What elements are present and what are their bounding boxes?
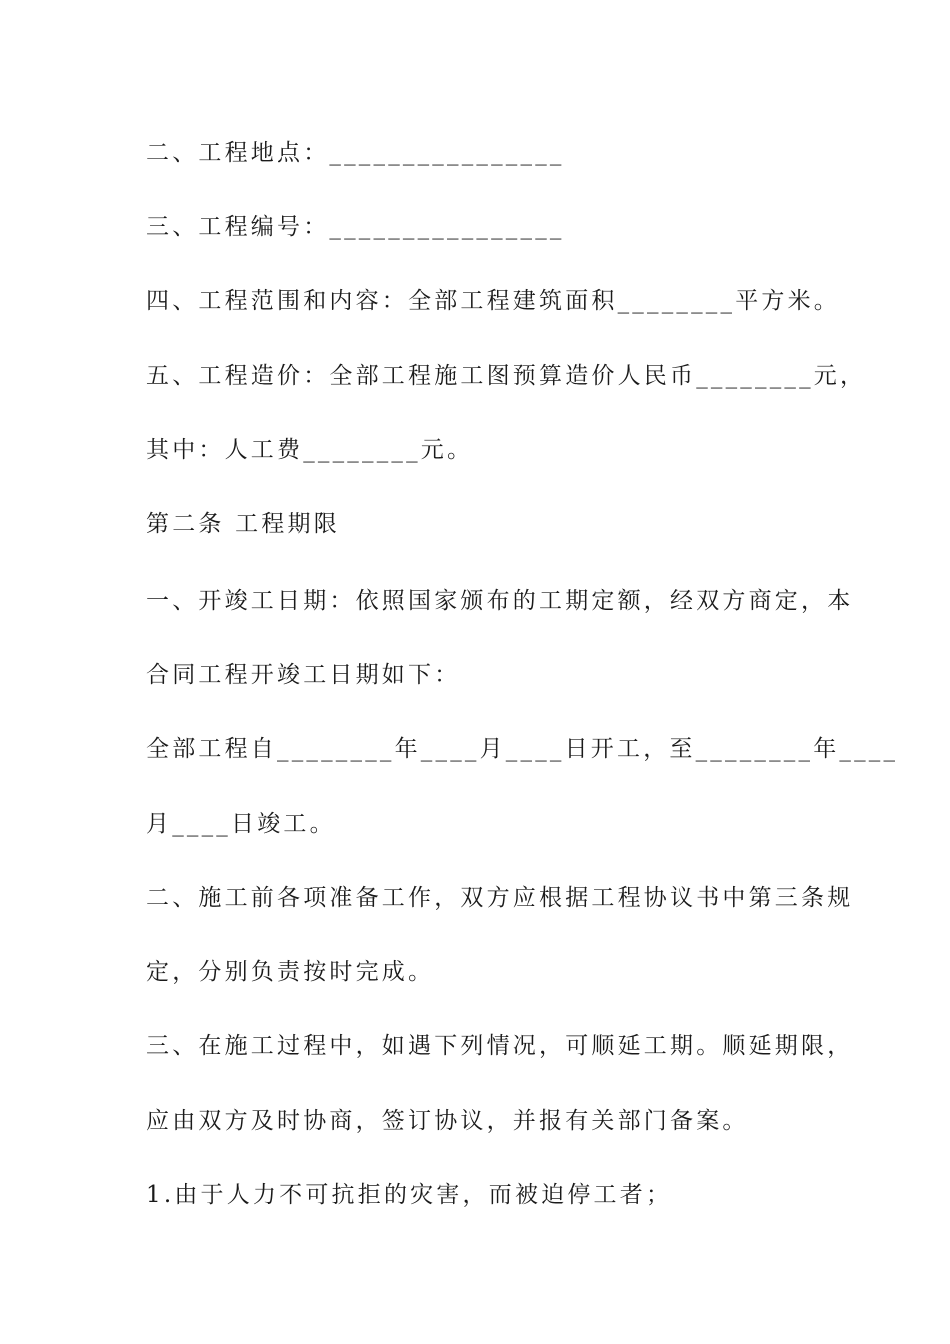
preparation-line-2: 定，分别负责按时完成。	[146, 959, 435, 985]
project-location-line: 二、工程地点：________________	[146, 140, 565, 166]
list-item-force-majeure: 1.由于人力不可抗拒的灾害，而被迫停工者；	[146, 1182, 673, 1208]
labor-cost-line: 其中：人工费________元。	[146, 437, 474, 463]
project-scope-line: 四、工程范围和内容：全部工程建筑面积________平方米。	[146, 288, 840, 314]
project-cost-line: 五、工程造价：全部工程施工图预算造价人民币________元，	[146, 363, 867, 389]
schedule-line-1: 全部工程自________年____月____日开工，至________年____	[146, 736, 899, 762]
extension-line-1: 三、在施工过程中，如遇下列情况，可顺延工期。顺延期限，	[146, 1033, 854, 1059]
schedule-line-2: 月____日竣工。	[146, 811, 336, 837]
extension-line-2: 应由双方及时协商，签订协议，并报有关部门备案。	[146, 1108, 749, 1134]
project-number-line: 三、工程编号：________________	[146, 214, 565, 240]
start-end-date-line-1: 一、开竣工日期：依照国家颁布的工期定额，经双方商定，本	[146, 588, 854, 614]
preparation-line-1: 二、施工前各项准备工作，双方应根据工程协议书中第三条规	[146, 885, 854, 911]
start-end-date-line-2: 合同工程开竣工日期如下：	[146, 662, 461, 688]
article-two-heading: 第二条 工程期限	[146, 511, 340, 537]
